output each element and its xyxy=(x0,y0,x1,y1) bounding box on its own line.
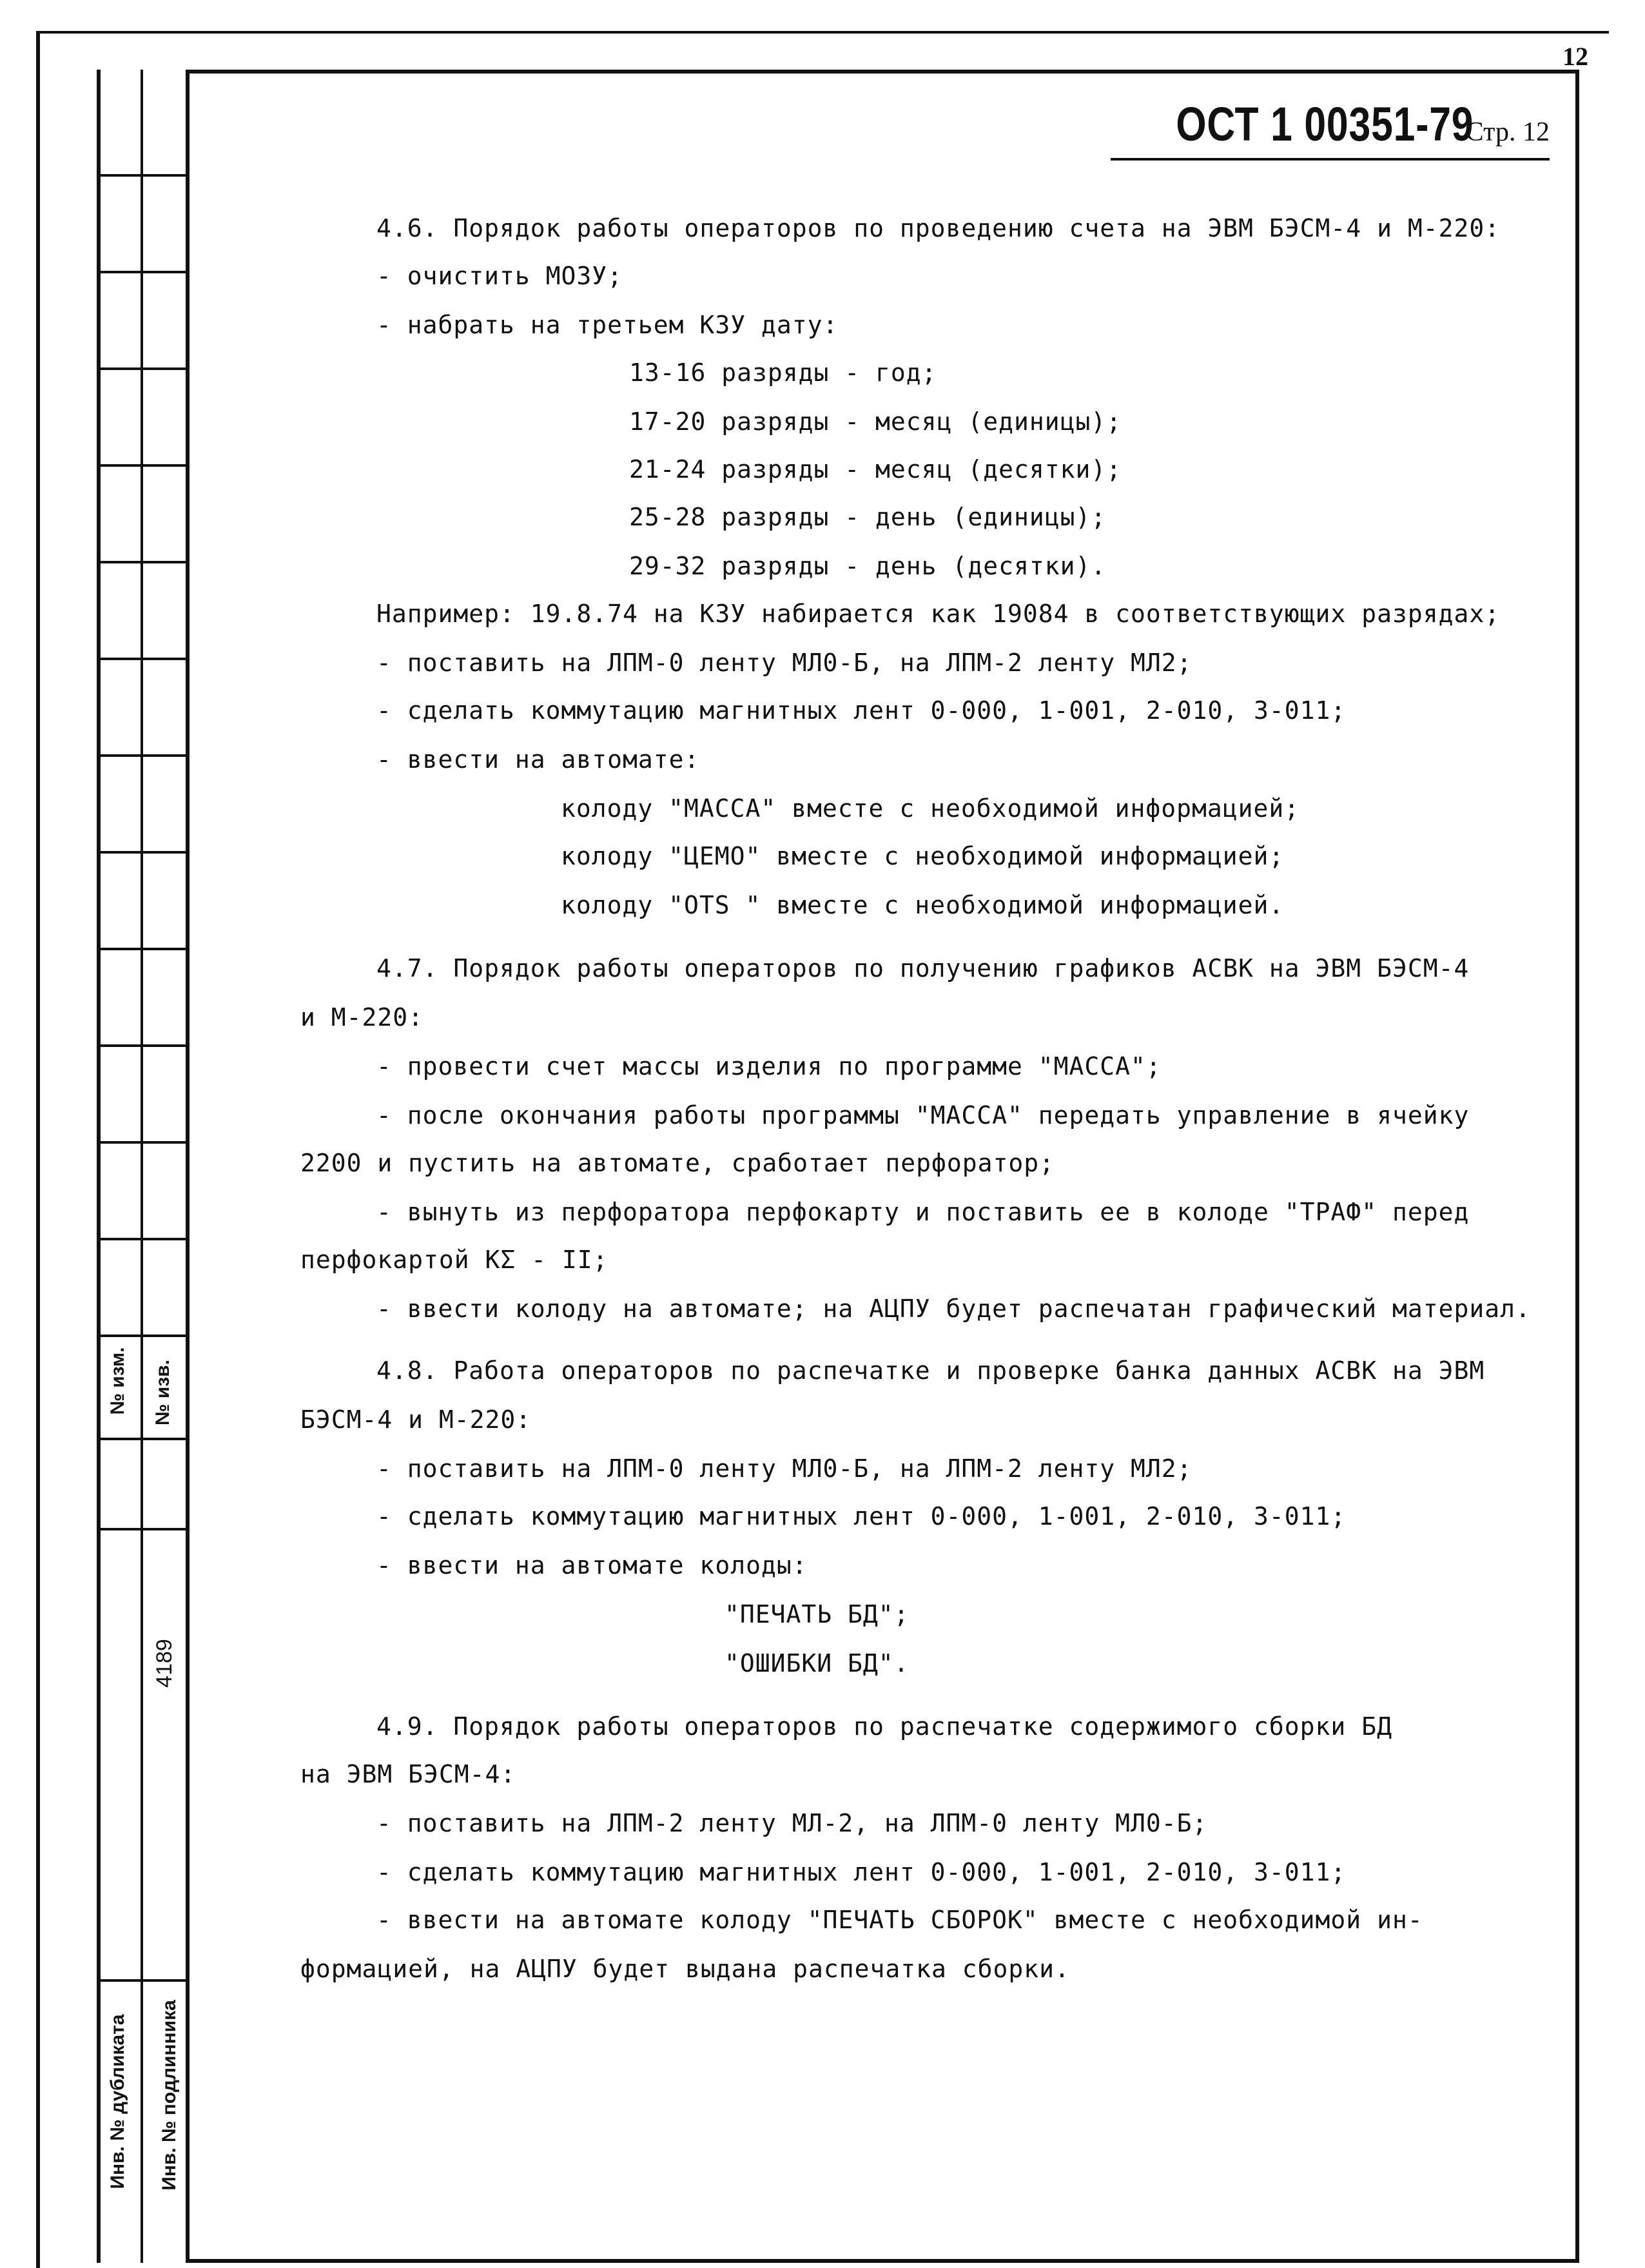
date-bits-row: 21-24 разряды - месяц (десятки); xyxy=(629,455,1122,484)
strip-divider xyxy=(97,1044,187,1047)
list-item: - сделать коммутацию магнитных лент 0-000, 1-001, 2-010, 3-011; xyxy=(376,696,1347,725)
deck-line: колоду "OTS " вместе с необходимой информацией. xyxy=(561,891,1285,919)
list-item: - ввести на автомате колоды: xyxy=(376,1551,808,1579)
strip-divider xyxy=(97,754,187,757)
list-item: - ввести на автомате: xyxy=(376,745,700,774)
list-item: - сделать коммутацию магнитных лент 0-000, 1-001, 2-010, 3-011; xyxy=(376,1502,1347,1530)
standard-code: ОСТ 1 00351-79 xyxy=(1176,97,1474,151)
example-line: Например: 19.8.74 на КЗУ набирается как 19084 в соответствующих разрядах; xyxy=(376,600,1501,628)
strip-outer-border xyxy=(97,70,101,2263)
date-bits-row: 29-32 разряды - день (десятки). xyxy=(629,552,1107,580)
paragraph-line: 2200 и пустить на автомате, сработает перфоратор; xyxy=(300,1149,1055,1177)
strip-divider xyxy=(97,1238,187,1240)
strip-divider xyxy=(97,1528,187,1530)
list-item: - поставить на ЛПМ-0 ленту МЛ0-Б, на ЛПМ-2 ленту МЛ2; xyxy=(376,1454,1192,1483)
strip-divider xyxy=(97,271,187,273)
strip-divider xyxy=(97,367,187,370)
paragraph-4-9: 4.9. Порядок работы операторов по распечатке содержимого сборки БД xyxy=(376,1712,1392,1741)
original-inv-number: 4189 xyxy=(152,1639,177,1688)
original-inv-label: Инв. № подлинника xyxy=(159,2000,180,2191)
list-item: - провести счет массы изделия по программе "МАССА"; xyxy=(376,1052,1162,1080)
strip-divider xyxy=(97,464,187,467)
deck-line: колоду "МАССА" вместе с необходимой информацией; xyxy=(561,794,1300,823)
list-item: - поставить на ЛПМ-2 ленту МЛ-2, на ЛПМ-0 ленту МЛ0-Б; xyxy=(376,1809,1208,1837)
paragraph-line: на ЭВМ БЭСМ-4: xyxy=(300,1760,516,1788)
deck-line: колоду "ЦЕМО" вместе с необходимой информацией; xyxy=(561,842,1285,870)
list-item: - ввести на автомате колоду "ПЕЧАТЬ СБОРОК" вместе с необходимой ин- xyxy=(376,1906,1423,1934)
paragraph-line: и М-220: xyxy=(300,1003,424,1031)
date-bits-row: 13-16 разряды - год; xyxy=(629,358,937,387)
paragraph-line: БЭСМ-4 и М-220: xyxy=(300,1405,532,1434)
paragraph-line: перфокартой КΣ - II; xyxy=(300,1246,608,1274)
header xyxy=(1111,97,1550,161)
strip-divider xyxy=(97,174,187,177)
paragraph-4-8: 4.8. Работа операторов по распечатке и проверке банка данных АСВК на ЭВМ xyxy=(376,1356,1485,1385)
deck-line: "ПЕЧАТЬ БД"; xyxy=(725,1600,910,1628)
sheet-number: 12 xyxy=(1562,42,1588,71)
paragraph-4-6: 4.6. Порядок работы операторов по проведению счета на ЭВМ БЭСМ-4 и М-220: xyxy=(376,214,1501,242)
list-item: - ввести колоду на автомате; на АЦПУ будет распечатан графический материал. xyxy=(376,1295,1531,1323)
page-label: Стр. 12 xyxy=(1465,117,1550,147)
list-item: - очистить МОЗУ; xyxy=(376,262,623,290)
list-item: - вынуть из перфоратора перфокарту и поставить ее в колоде "ТРАФ" перед xyxy=(376,1198,1470,1226)
change-no-label: № изм. xyxy=(107,1347,128,1415)
strip-divider xyxy=(97,1979,187,1982)
list-item: - поставить на ЛПМ-0 ленту МЛ0-Б, на ЛПМ-2 ленту МЛ2; xyxy=(376,649,1192,677)
strip-divider xyxy=(97,1141,187,1144)
date-bits-row: 17-20 разряды - месяц (единицы); xyxy=(629,407,1122,436)
notice-no-label: № изв. xyxy=(152,1360,173,1425)
strip-divider xyxy=(97,658,187,660)
list-item: - после окончания работы программы "МАССА" передать управление в ячейку xyxy=(376,1101,1470,1129)
list-item: - набрать на третьем КЗУ дату: xyxy=(376,311,839,339)
strip-divider xyxy=(97,561,187,563)
deck-line: "ОШИБКИ БД". xyxy=(725,1649,910,1677)
duplicate-inv-label: Инв. № дубликата xyxy=(107,2014,128,2189)
strip-divider xyxy=(97,948,187,950)
list-item: - сделать коммутацию магнитных лент 0-000, 1-001, 2-010, 3-011; xyxy=(376,1858,1347,1886)
date-bits-row: 25-28 разряды - день (единицы); xyxy=(629,503,1107,531)
strip-divider xyxy=(97,1438,187,1440)
strip-column-divider xyxy=(141,70,143,2263)
paragraph-4-7: 4.7. Порядок работы операторов по получению графиков АСВК на ЭВМ БЭСМ-4 xyxy=(376,954,1470,982)
paragraph-line: формацией, на АЦПУ будет выдана распечатка сборки. xyxy=(300,1955,1070,1983)
strip-divider xyxy=(97,851,187,854)
strip-divider xyxy=(97,1334,187,1337)
